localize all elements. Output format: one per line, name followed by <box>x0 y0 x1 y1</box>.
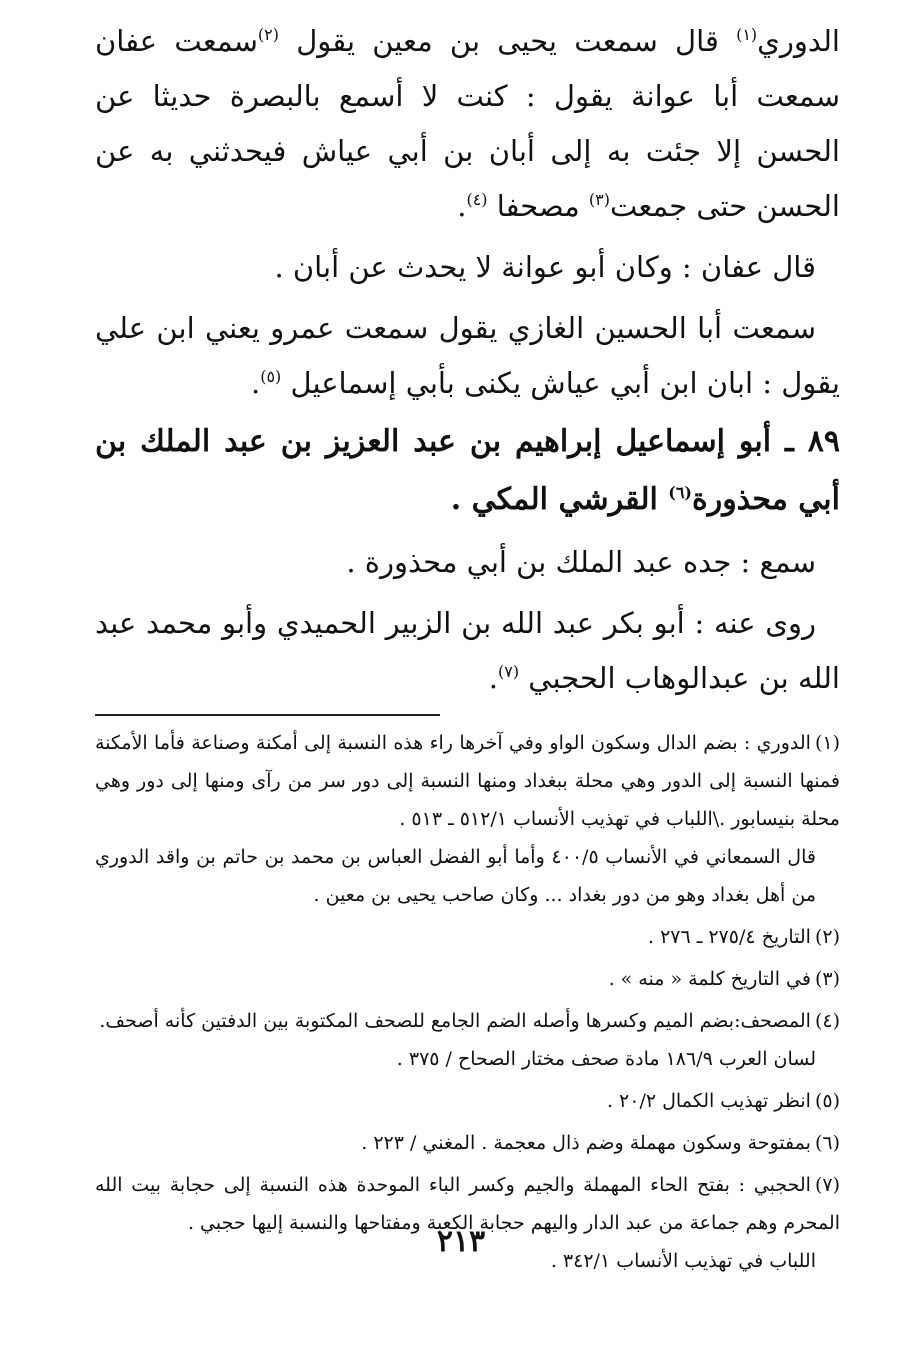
text-span: . <box>250 366 261 400</box>
footnotes <box>95 724 840 1280</box>
paragraph-affan: قال عفان : وكان أبو عوانة لا يحدث عن أبان . <box>274 250 816 284</box>
footnote-ref-7[interactable]: (٧) <box>498 662 520 681</box>
footnote-7-continuation: اللباب في تهذيب الأنساب ٣٤٢/١ . <box>550 1250 816 1272</box>
footnote-number: (٧) <box>814 1174 840 1196</box>
paragraph-heard-from: سمع : جده عبد الملك بن أبي محذورة . <box>346 545 816 579</box>
footnote-number: (٥) <box>814 1090 840 1112</box>
footnote-ref-1[interactable]: (١) <box>736 25 758 44</box>
footnote-text: بمفتوحة وسكون مهملة وضم ذال معجمة . المغني / ٢٢٣ . <box>361 1132 811 1154</box>
text-span: روى عنه : أبو بكر عبد الله بن الزبير الحميدي وأبو محمد عبد الله بن عبدالوهاب الحجبي <box>95 606 840 695</box>
paragraph-douri-quote <box>95 14 840 234</box>
footnote-6 <box>95 1124 840 1162</box>
footnote-number: (٦) <box>814 1132 840 1154</box>
footnote-text: الحجبي : بفتح الحاء المهملة والجيم وكسر الباء الموحدة هذه النسبة إلى حجابة بيت الله المحرم وهم جماعة من عبد الدار واليهم حجابة الكعبة ومفتاحها والنسبة إليها حجبي . <box>95 1174 840 1234</box>
footnote-text: التاريخ ٢٧٥/٤ ـ ٢٧٦ . <box>647 926 811 948</box>
footnote-number: (١) <box>814 732 840 754</box>
footnote-text: انظر تهذيب الكمال ٢٠/٢ . <box>606 1090 811 1112</box>
page-number: ٢١٣ <box>436 1224 486 1259</box>
paragraph-ghazi <box>95 301 840 411</box>
text-span: . <box>488 661 498 695</box>
page-content <box>95 14 840 1280</box>
footnote-ref-5[interactable]: (٥) <box>260 367 282 386</box>
text-span: قال سمعت يحيى بن معين يقول <box>278 24 737 58</box>
footnote-1-continuation: قال السمعاني في الأنساب ٤٠٠/٥ وأما أبو الفضل العباس بن محمد بن حاتم بن واقد الدوري من أهل بغداد وهو من دور بغداد ... وكان صاحب يحيى بن معين . <box>95 846 816 906</box>
footnote-2 <box>95 918 840 956</box>
footnote-4-continuation: لسان العرب ١٨٦/٩ مادة صحف مختار الصحاح / ٣٧٥ . <box>396 1048 816 1070</box>
footnote-text: المصحف:بضم الميم وكسرها وأصله الضم الجامع للصحف المكتوبة بين الدفتين كأنه أصحف. <box>99 1010 811 1032</box>
text-span: الدوري <box>757 24 840 58</box>
footnote-number: (٢) <box>814 926 840 948</box>
paragraph-narrated-by <box>95 596 840 706</box>
footnote-ref-3[interactable]: (٣) <box>588 190 610 209</box>
footnote-divider <box>95 714 440 716</box>
text-span: ٨٩ ـ أبو إسماعيل إبراهيم بن عبد العزيز بن عبد الملك بن أبي محذورة <box>95 424 840 517</box>
footnote-number: (٤) <box>814 1010 840 1032</box>
main-text <box>95 14 840 706</box>
footnote-ref-2[interactable]: (٢) <box>257 25 279 44</box>
footnote-4 <box>95 1002 840 1040</box>
footnote-text: الدوري : بضم الدال وسكون الواو وفي آخرها راء هذه النسبة إلى أمكنة وصناعة فأما الأمكنة فمنها النسبة إلى الدور وهي محلة ببغداد ومنها النسبة إلى دور سر من رآى ومنها إلى دور وهي محلة بنيسابور .\اللباب في تهذيب الأنساب ٥١٢/١ ـ ٥١٣ . <box>95 732 840 830</box>
footnote-3 <box>95 960 840 998</box>
footnote-5 <box>95 1082 840 1120</box>
text-span: مصحفا <box>487 189 589 223</box>
footnote-text: في التاريخ كلمة « منه » . <box>608 968 811 990</box>
entry-heading <box>95 413 840 529</box>
text-span: القرشي المكي . <box>450 482 669 517</box>
text-span: . <box>457 189 467 223</box>
footnote-number: (٣) <box>814 968 840 990</box>
text-span: سمعت عفان سمعت أبا عوانة يقول : كنت لا أسمع بالبصرة حديثا عن الحسن إلا جئت به إلى أبان بن أبي عياش فيحدثني به عن الحسن حتى جمعت <box>95 24 840 223</box>
footnote-1 <box>95 724 840 838</box>
text-span: سمعت أبا الحسين الغازي يقول سمعت عمرو يعني ابن علي يقول : ابان ابن أبي عياش يكنى بأبي إسماعيل <box>95 311 840 400</box>
footnote-ref-4[interactable]: (٤) <box>466 190 488 209</box>
footnote-ref-6[interactable]: (٦) <box>668 483 692 502</box>
